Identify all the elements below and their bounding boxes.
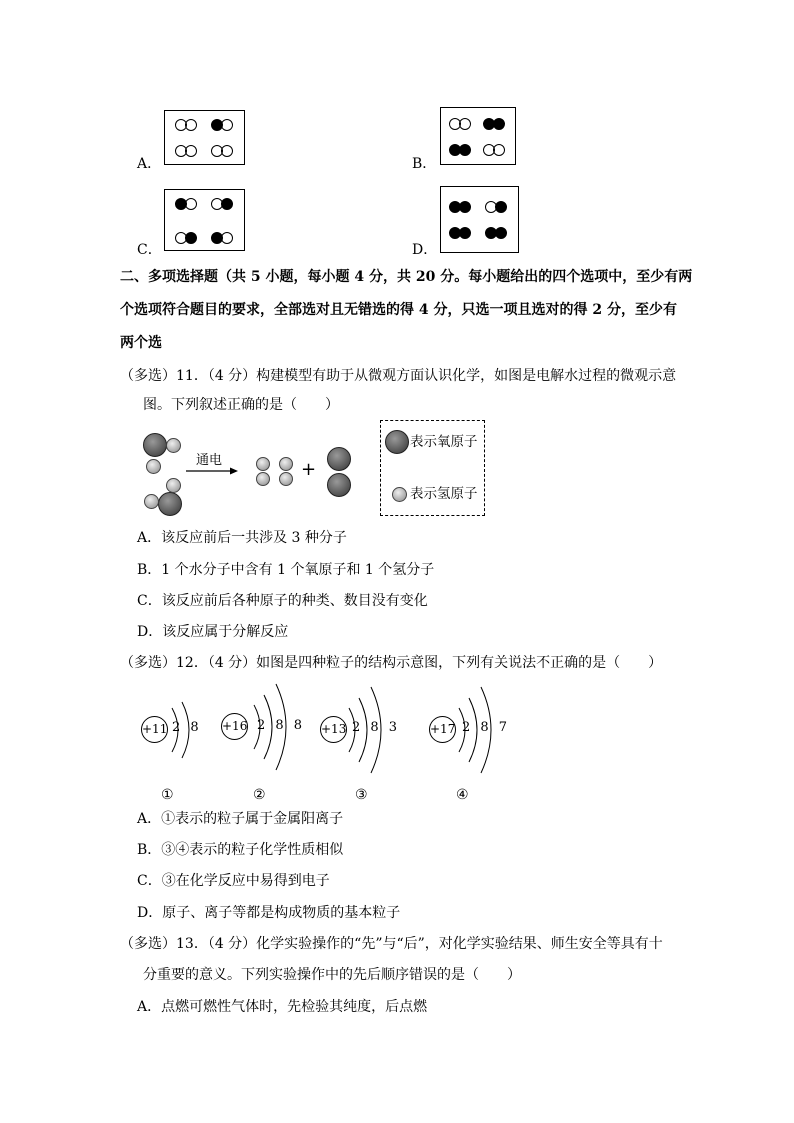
hydrogen-atom (146, 459, 161, 474)
molecule-box (164, 189, 245, 251)
hydrogen-atom (279, 457, 293, 471)
answer-option[interactable]: C．③在化学反应中易得到电子 (137, 873, 330, 889)
particle-label: ③ (355, 787, 368, 803)
molecule (449, 225, 469, 241)
hydrogen-atom (144, 494, 159, 509)
particle-label: ④ (456, 787, 469, 803)
molecule-box (440, 186, 519, 253)
plus-sign: + (301, 459, 317, 480)
reaction-arrow-icon (186, 466, 238, 476)
section-heading-line: 个选项符合题目的要求，全部选对且无错选的得 4 分，只选一项且选对的得 2 分，至少有 (120, 302, 677, 318)
electron-shell-arcs (345, 683, 395, 778)
answer-option[interactable]: A．该反应前后一共涉及 3 种分子 (137, 530, 347, 546)
section-heading-line: 二、多项选择题（共 5 小题，每小题 4 分，共 20 分。每小题给出的四个选项中，至少有两 (120, 269, 693, 285)
nucleus: +11 (141, 716, 168, 743)
molecule (483, 142, 503, 158)
question-stem: （多选）11．（4 分）构建模型有助于从微观方面认识化学，如图是电解水过程的微观示意 (120, 368, 677, 384)
answer-option[interactable]: A．点燃可燃性气体时，先检验其纯度，后点燃 (137, 999, 428, 1015)
molecule (449, 199, 469, 215)
molecule (211, 230, 231, 246)
question-stem: （多选）13．（4 分）化学实验操作的“先”与“后”，对化学实验结果、师生安全等具有十 (120, 936, 663, 952)
electron-counts: 2 8 7 (462, 720, 511, 735)
molecule (449, 116, 469, 132)
molecule (449, 142, 469, 158)
molecule (211, 117, 231, 133)
nucleus: +17 (429, 716, 456, 743)
oxygen-atom (327, 447, 351, 471)
arrow-label: 通电 (196, 453, 223, 468)
answer-option[interactable]: A．①表示的粒子属于金属阳离子 (137, 811, 344, 827)
electron-counts: 2 8 (172, 720, 202, 735)
electron-shell-arcs (168, 700, 198, 760)
electron-counts: 2 8 8 (257, 718, 306, 733)
legend-box (380, 420, 485, 516)
section-heading-line: 两个选 (120, 335, 162, 351)
molecule (485, 199, 505, 215)
question-stem: （多选）12．（4 分）如图是四种粒子的结构示意图，下列有关说法不正确的是（ ） (120, 655, 663, 671)
electron-shell-arcs (455, 683, 505, 778)
hydrogen-atom (166, 478, 181, 493)
oxygen-atom-icon (385, 430, 409, 454)
hydrogen-atom (166, 438, 181, 453)
hydrogen-atom (256, 457, 270, 471)
legend-oxygen-label: 表示氧原子 (410, 434, 478, 450)
hydrogen-atom (279, 472, 293, 486)
molecule (175, 117, 195, 133)
molecule-box (164, 110, 245, 165)
option-letter: A． (137, 156, 162, 172)
oxygen-atom (158, 492, 182, 516)
answer-option[interactable]: B．1 个水分子中含有 1 个氧原子和 1 个氢分子 (137, 562, 435, 578)
answer-option[interactable]: C．该反应前后各种原子的种类、数目没有变化 (137, 593, 428, 609)
molecule (175, 230, 195, 246)
particle-label: ① (161, 787, 174, 803)
answer-option[interactable]: B．③④表示的粒子化学性质相似 (137, 842, 344, 858)
option-letter: B． (412, 156, 437, 172)
molecule (211, 196, 231, 212)
hydrogen-atom-icon (392, 487, 407, 502)
answer-option[interactable]: D．该反应属于分解反应 (137, 624, 289, 640)
molecule (485, 225, 505, 241)
question-stem: 图。下列叙述正确的是（ ） (143, 397, 339, 413)
molecule (483, 116, 503, 132)
hydrogen-atom (256, 472, 270, 486)
molecule-box (440, 107, 516, 165)
molecule (175, 143, 195, 159)
oxygen-atom (143, 433, 167, 457)
molecule (175, 196, 195, 212)
option-letter: D． (412, 242, 438, 258)
particle-label: ② (253, 787, 266, 803)
answer-option[interactable]: D．原子、离子等都是构成物质的基本粒子 (137, 905, 401, 921)
molecule (211, 143, 231, 159)
nucleus: +16 (221, 713, 248, 740)
option-letter: C． (137, 242, 162, 258)
legend-hydrogen-label: 表示氢原子 (410, 486, 478, 502)
question-stem: 分重要的意义。下列实验操作中的先后顺序错误的是（ ） (143, 967, 521, 983)
nucleus: +13 (320, 716, 347, 743)
electron-shell-arcs (250, 680, 300, 775)
oxygen-atom (327, 473, 351, 497)
electron-counts: 2 8 3 (352, 720, 401, 735)
